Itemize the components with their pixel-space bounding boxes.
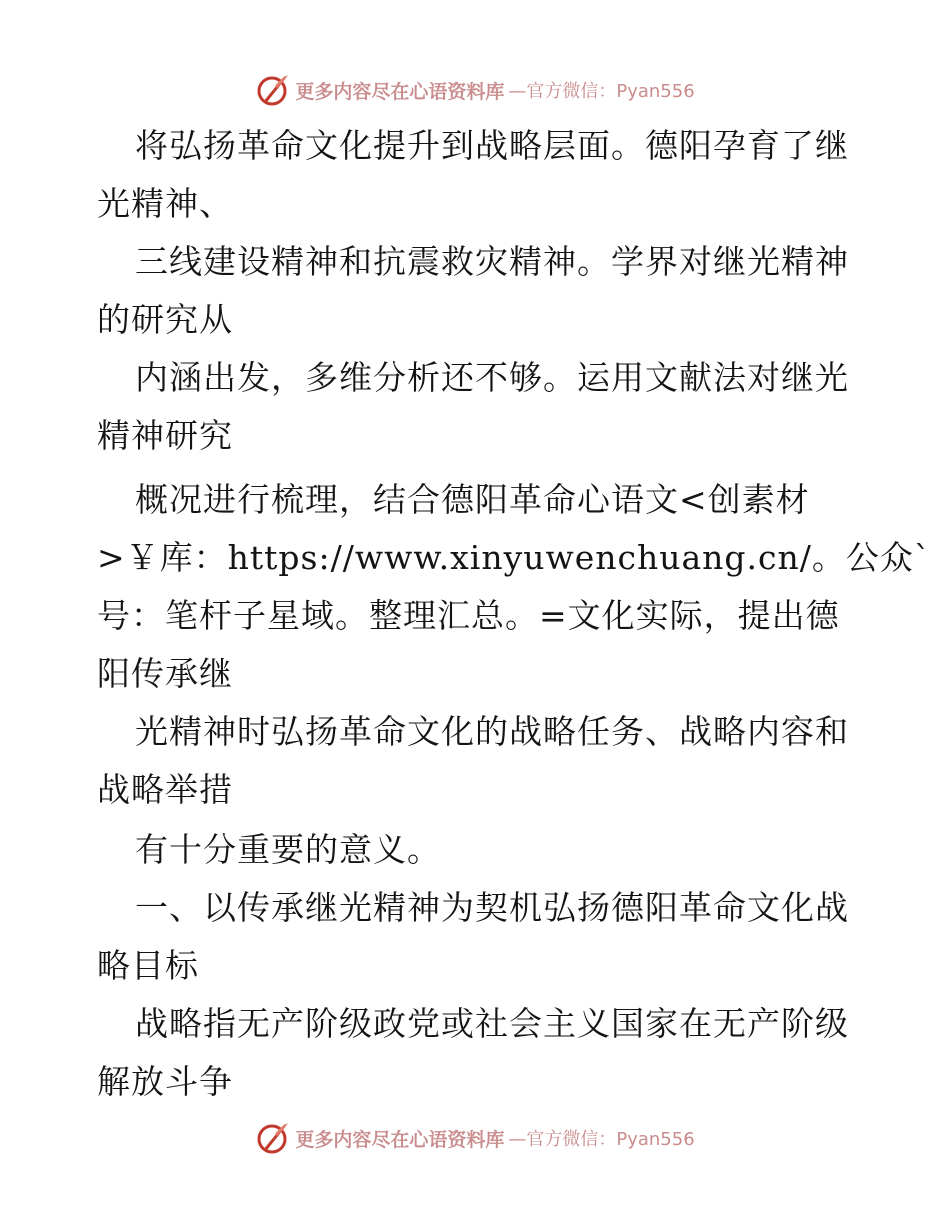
footer-banner-sub: —官方微信：Pyan556	[508, 1129, 695, 1150]
text-line: 阳传承继	[97, 654, 233, 693]
text-line: 一、以传承继光精神为契机弘扬德阳革命文化战	[135, 888, 849, 927]
text-line: 的研究从	[97, 300, 233, 339]
header-banner	[0, 70, 950, 110]
text-line: 解放斗争	[97, 1062, 233, 1101]
header-banner-main: 更多内容尽在心语资料库	[295, 80, 505, 103]
quill-logo-icon	[255, 72, 291, 108]
quill-logo-icon	[255, 1120, 291, 1156]
text-line: 将弘扬革命文化提升到战略层面。德阳孕育了继	[135, 126, 849, 165]
text-line: 战略指无产阶级政党或社会主义国家在无产阶级	[135, 1004, 849, 1043]
text-line: 光精神时弘扬革命文化的战略任务、战略内容和	[135, 712, 849, 751]
text-line: 内涵出发，多维分析还不够。运用文献法对继光	[135, 358, 849, 397]
text-line: 略目标	[97, 946, 199, 985]
footer-banner-main: 更多内容尽在心语资料库	[295, 1128, 505, 1151]
text-line: 三线建设精神和抗震救灾精神。学界对继光精神	[135, 242, 849, 281]
text-line: 精神研究	[97, 416, 233, 455]
text-line: 战略举措	[97, 770, 233, 809]
footer-banner	[0, 1118, 950, 1158]
text-line: >￥库：https://www.xinyuwenchuang.cn/。公众`	[97, 538, 932, 577]
text-line: 概况进行梳理，结合德阳革命心语文<创素材	[135, 480, 810, 519]
text-line: 有十分重要的意义。	[135, 830, 441, 869]
text-line: 光精神、	[97, 184, 233, 223]
text-line: 号：笔杆子星域。整理汇总。=文化实际，提出德	[97, 596, 840, 635]
header-banner-sub: —官方微信：Pyan556	[508, 81, 695, 102]
